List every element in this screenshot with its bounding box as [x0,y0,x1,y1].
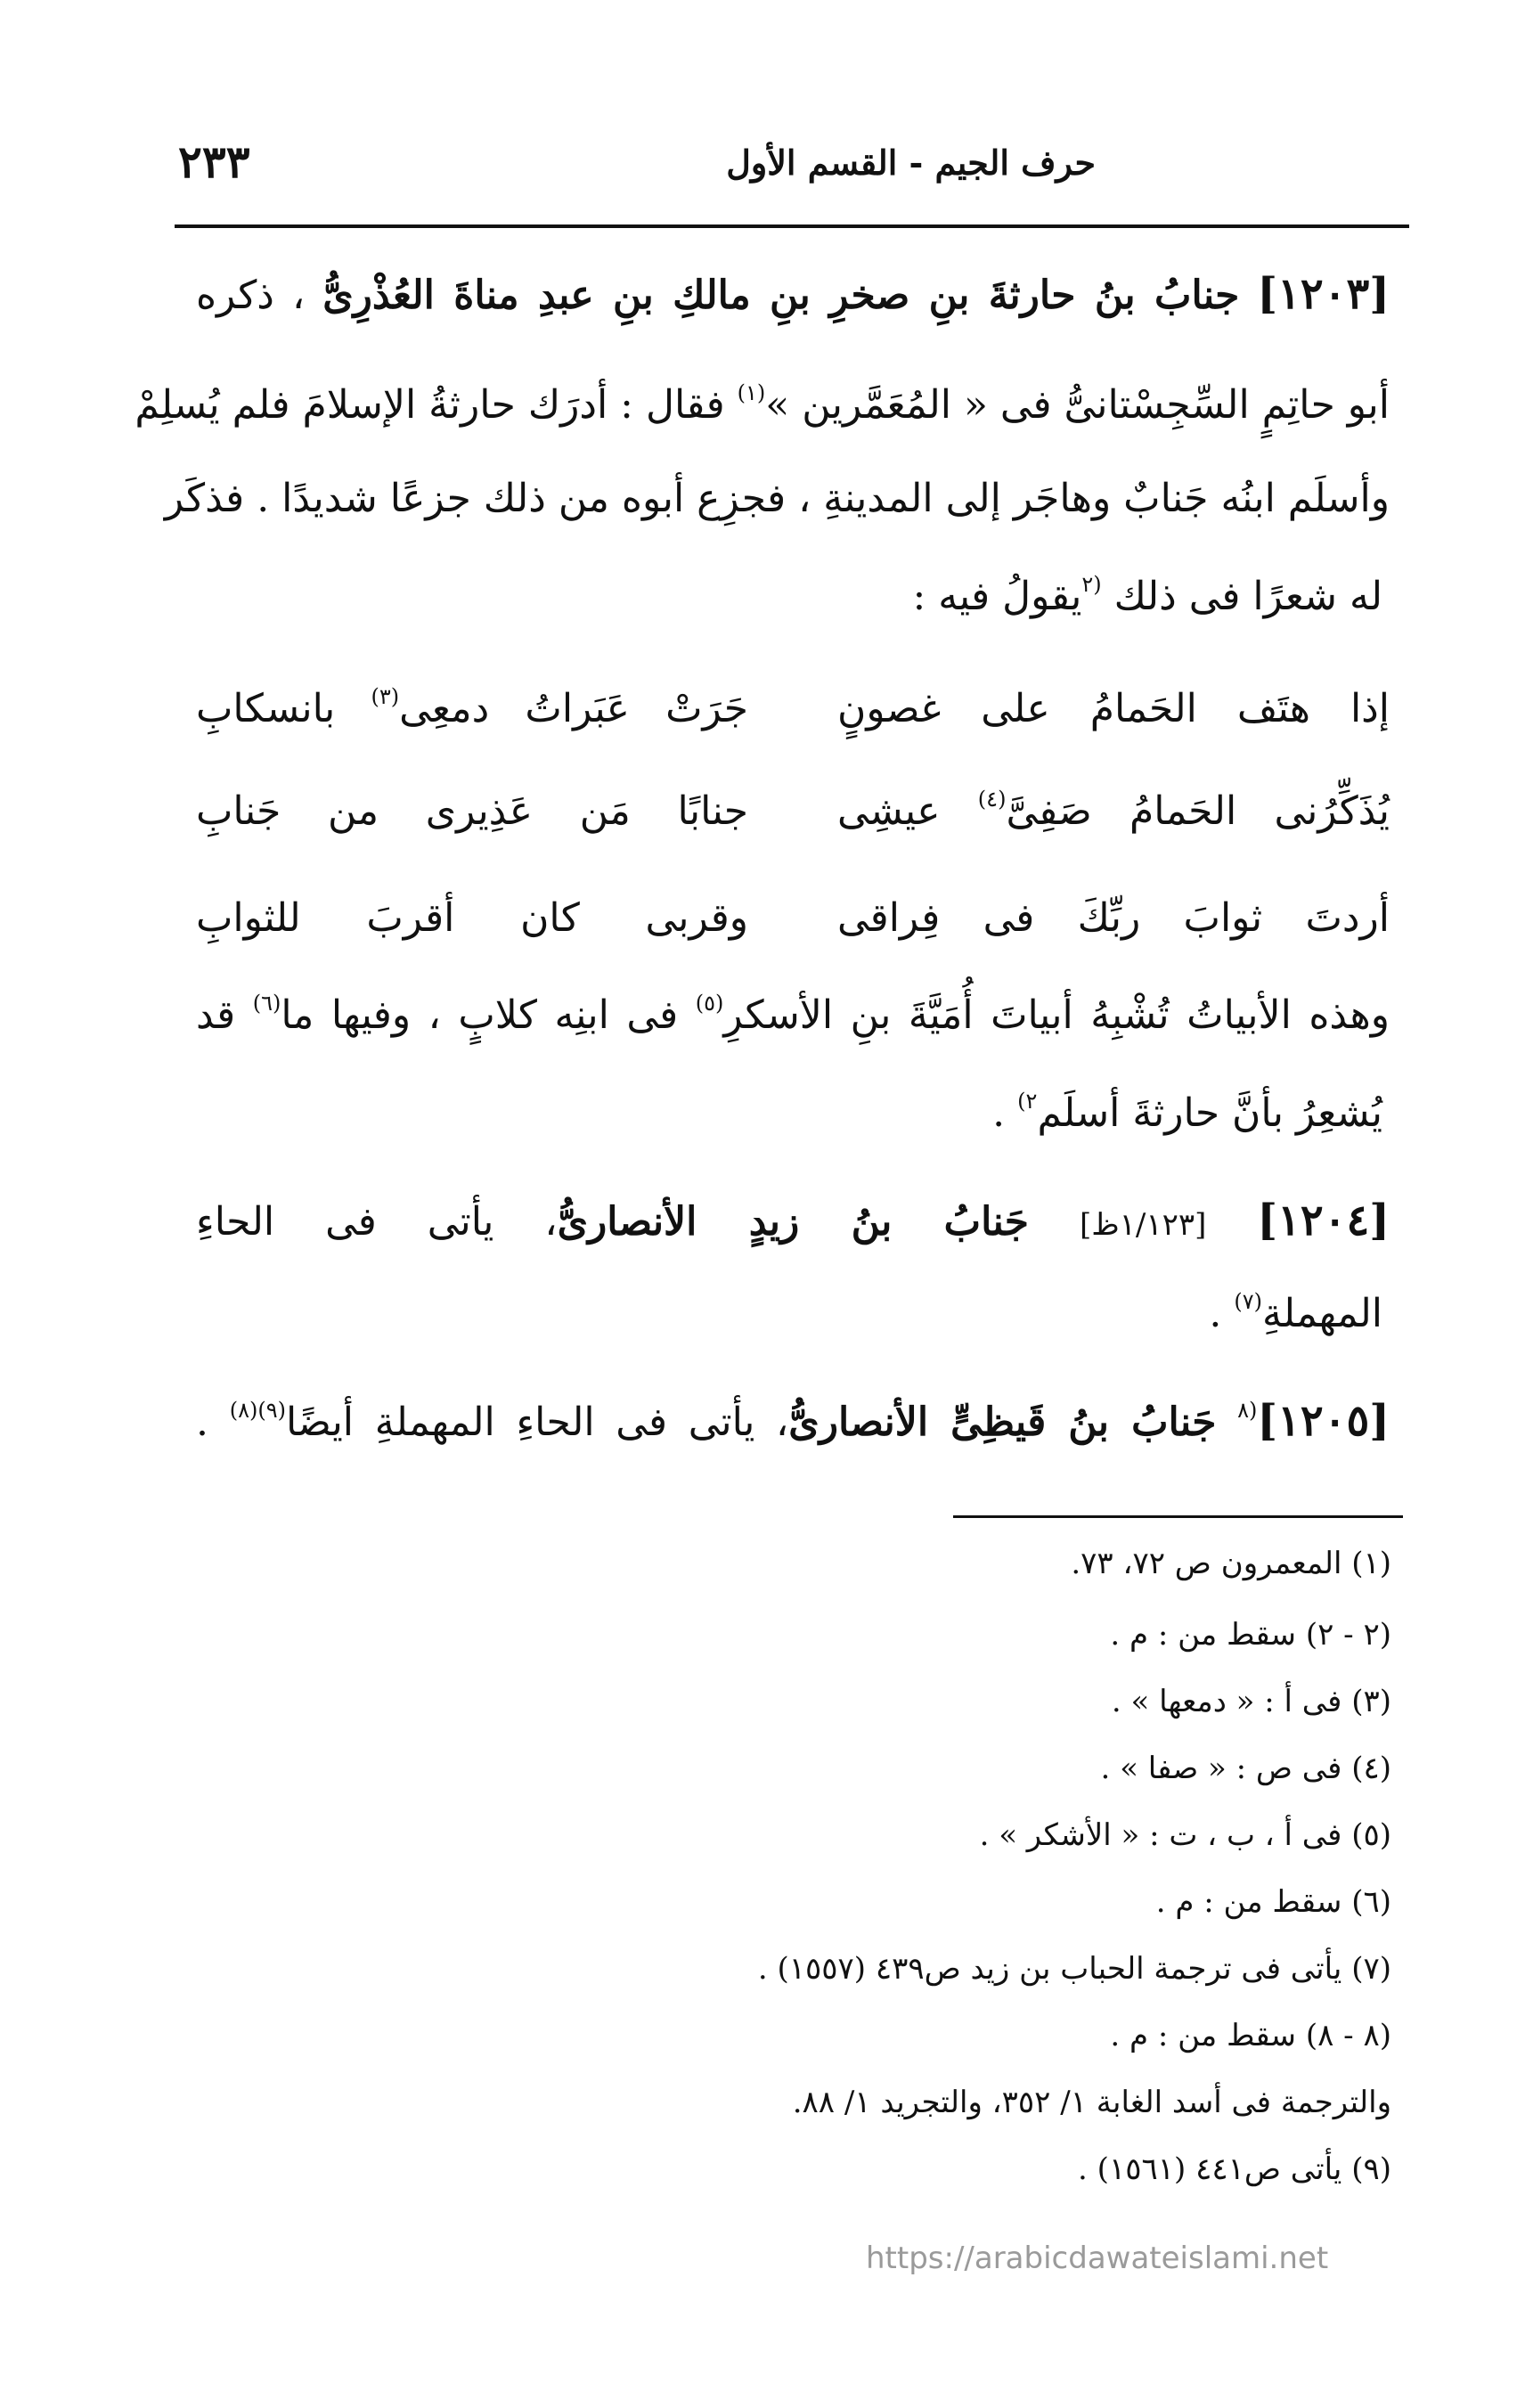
entry-text: ، يأتى فى الحاءِ [196,1199,558,1245]
entry-text: فى ابنِه كلابٍ ، وفيها ما [281,992,679,1038]
entry-text: . [196,1400,208,1445]
verse-text: جَرَتْ عَبَراتُ دمعِى [399,686,748,731]
bracket-close: ] [1257,1396,1278,1446]
entry-text: . [992,1090,1006,1136]
entry-text: له شعرًا فى ذلك [1113,574,1382,619]
footnote-marker: (٤) [977,787,1007,812]
verse-2 [196,788,1390,851]
verse-hemistich-2: وقربى كان أقربَ للثوابِ [196,895,748,941]
footnote-marker: ٢) [1017,1089,1038,1114]
entry-text: أبو حاتِمٍ السِّجِسْتانىُّ فى « المُعَمَّرين » [765,382,1390,428]
bracket-open: [ [1369,1396,1390,1446]
entry-1204-line-1 [196,1194,1390,1252]
entry-text: ، ذكره [196,273,306,318]
footnote: (٢ - ٢) سقط من : م . [1110,1617,1391,1653]
footnote-marker: (٦) [252,991,281,1016]
verse-text: يُذَكِّرُنى الحَمامُ صَفِىَّ [1006,788,1390,834]
entry-1203-line-3: وأسلَم ابنُه جَنابٌ وهاجَر إلى المدينةِ ، فجزِع أبوه من ذلك جزعًا شديدًا . فذكَر [164,476,1390,521]
verse-hemistich-1: إذا هتَف الحَمامُ على غصونٍ [837,686,1390,731]
bracket-close: ] [1257,1196,1278,1245]
entry-text: . [1209,1291,1222,1336]
manuscript-ref: [١/١٢٣ظ] [1079,1207,1207,1243]
entry-text: يُشعِرُ بأنَّ حارثةَ أسلَم [1037,1090,1382,1136]
entry-text: قد [196,992,236,1038]
entry-name: جنابُ بنُ حارثةَ بنِ صخرِ بنِ مالكِ بنِ عبدِ مناةَ العُذْرِىُّ [322,273,1240,318]
verse-3 [196,895,1390,958]
page-number: ٢٣٣ [178,135,250,188]
entry-text: المهملةِ [1262,1291,1382,1336]
entry-1203-line-4 [912,570,1382,629]
verse-text: بانسكابِ [196,686,336,731]
entry-1203-line-1 [196,267,1390,322]
footnote-marker: (٨ [1237,1398,1258,1423]
entry-1203-line-after-2 [992,1087,1382,1146]
footnote-marker: (١) [737,380,766,405]
footnote-marker: (٢ [1081,572,1102,597]
footnote: (٣) فى أ : « دمعها » . [1111,1684,1391,1719]
footnote: والترجمة فى أسد الغابة ١/ ٣٥٢، والتجريد ١/ ٨٨. [792,2085,1391,2120]
verse-hemistich-2 [196,686,748,731]
header-rule [175,224,1409,228]
entry-1203-line-2 [135,379,1390,437]
entry-text: يقولُ فيه : [912,574,1082,619]
entry-number: ١٢٠٣ [1277,269,1370,319]
entry-number: ١٢٠٥ [1277,1396,1370,1446]
bracket-open: [ [1369,1196,1390,1245]
footnote-marker: (٧) [1234,1289,1263,1314]
footnote-marker: (٣) [371,684,400,709]
footnote-marker: (٩)(٨) [229,1398,286,1423]
verse-text: عيشِى [837,788,941,834]
entry-text: فقال : أدرَك حارثةُ الإسلامَ فلم يُسلِمْ [135,382,725,428]
entry-1205-line-1 [196,1394,1390,1455]
verse-1 [196,686,1390,748]
bracket-close: ] [1257,269,1278,319]
entry-text: ، يأتى فى الحاءِ المهملةِ أيضًا [286,1400,789,1445]
verse-hemistich-1: أردتَ ثوابَ ربِّكَ فى فِراقى [837,895,1390,941]
page-header [178,135,1407,196]
verse-hemistich-1 [837,788,1390,834]
entry-name: جَنابُ بنُ زيدٍ الأنصارىُّ [557,1199,1029,1245]
footnote: (٨ - ٨) سقط من : م . [1110,2018,1391,2053]
footnote: (٩) يأتى ص٤٤١ (١٥٦١) . [1078,2151,1391,2187]
running-title: حرف الجيم - القسم الأول [726,143,1096,183]
entry-1204-line-2 [1209,1287,1382,1346]
entry-name: جَنابُ بنُ قَيظِىٍّ الأنصارىُّ [788,1400,1217,1445]
bracket-open: [ [1369,269,1390,319]
entry-1203-line-after-1 [196,989,1390,1048]
footnote: (٥) فى أ ، ب ، ت : « الأشكر » . [979,1817,1391,1853]
footnote-marker: (٥) [695,991,724,1016]
entry-number: ١٢٠٤ [1277,1196,1370,1245]
verse-hemistich-2: جنابًا مَن عَذِيرى من جَنابِ [196,788,748,834]
entry-text: وهذه الأبياتُ تُشْبِهُ أبياتَ أُمَيَّةَ بنِ الأسكرِ [723,992,1390,1038]
footnote-rule [953,1515,1403,1518]
watermark-url: https://arabicdawateislami.net [866,2241,1329,2276]
footnote: (٧) يأتى فى ترجمة الحباب بن زيد ص٤٣٩ (١٥٥٧) . [757,1951,1391,1987]
footnote: (٤) فى ص : « صفا » . [1100,1751,1391,1786]
footnote: (٦) سقط من : م . [1155,1884,1391,1920]
footnote: (١) المعمرون ص ٧٢، ٧٣. [1071,1546,1391,1581]
